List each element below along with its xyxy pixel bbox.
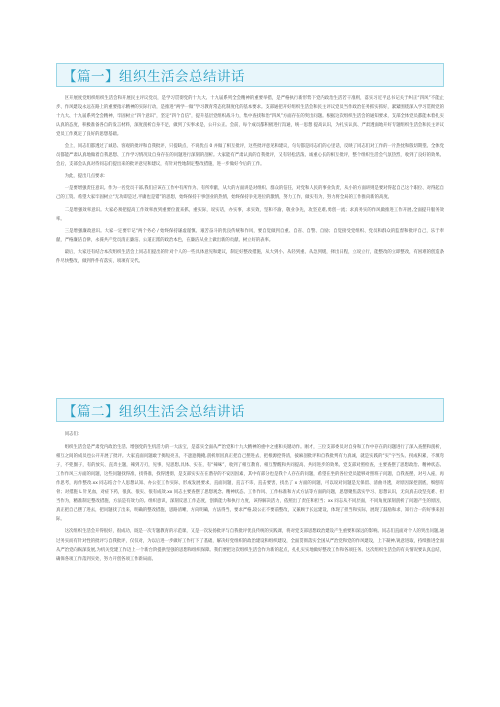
section-one-paragraph-1: 区开展度党组织组织生活会和开展民主评议党员，是学习贯彻党的十九大、十九届系列全会精神的重要举措，是严格执行新形势下党内政治生活若干准则，落实习近平总书记关于纠正“四风”不能止步、作风建设永远在路上的重要指示精神的实际行动，是推进“两学一做”学习教育常态化制度化的基本要求。支部通把开好组织生活会和民主评议党员当作政治任务抓实抓好，紧紧围绕深入学习贯彻党的十九大、十九届系列全会精神，牢固树立“四个意识”，坚定“四个自信”，提升基层党组织战斗力，集中查找和治“四风”方面存在的突出问题。根据这次组织生活会的通知要求，支部全体党员都能本着扎实认真的态度，积极准备各自的发言材料，深度剖析自身不足，做到了实事求是，公开公正。会前，每个成员都积极进行沟通，统一思想 提高认识，为扎实认真、严肃透面地开好专题组织生活会和民主评议党员工作奠定了良好的思想基础。	[56, 96, 444, 138]
section-two-paragraph-2: 这次组织生活会开得很好，很成功，既是一次专题教育的示范课，又是一次发扬批评与自我批评优良传统的实践课，将对党支部思想政治建设产生重要和深远的影响。同志们直面对个人的突出问题,通过务实而有针对性的批评与自我批评，仅仅对，为以后进一步做好工作打下了基础，解决好党组织的政治建设和组织建设，全面贯彻落实全国从严治党和党的作风建设，上下凝神,锐意进取，持续推进全面从严治党向纵深发展,为机关党建工作迈上一个新台阶提供坚强的思想和组织保障。我们要把这次组织生活会作为新的起点，扎扎实实地做好整改工作和各项任务。这次组织生活会的有关情况要认真总结，确保各项工作落到实处，努力开创各项工作新局面。	[56, 529, 444, 562]
section-two-paragraph-1: 组织生活会是严肃党内政治生活、增强党的生机活力的一大法宝，是落实全面从严治党和十九大精神的重中之重和关键动作。刚才，三位支部委员对自身和工作中存在的问题进行了深入查摆和剖析，相互之间的成员也公开开展了批评。大家直面问题敢于揭短亮丑，不遮遮掩掩,剖析原因真正把自己摆进去，把根源挖得清，披麻剖批评和自我批判有力真诚，就是实践的“实”字当头、拐成积累，不填弯子，不兜圈子，有的放矢、直奔主题，辣到刀刃，见事，见思想,具体、实在，有“辣味”，收到了相互教育、相互警醒和共同提高、共同进步的效果。党支部对照检查，主要查摆了思想政治、精神状态、工作作风三方面的问题，这些问题找得准，找得准，找得透彻，是支部实实在在潜存的不安因因素，其中有部分也是我个人存在的问题，希望在坐的各位党员能够对照班子问题，自我查摆，对号入座，再作思考，再作整改.xx 同志结合个人思想认知、办公室工作实际，形成发展要求，直面问题，直言不讳，直击要害，找出了 x 方面的问题，可以说对问题是无保留、清曲寻透，对原因深挖剖底，细刨有骨；对措施 L 针见血，对症下药，很真、很实、很有成效.xx 同志主要查摆了思想观念、精神状态、工作作风、工作标准和方式方法等方面的问题，思想聚焦落实学习、思想认识，无向真击攻坚克难、担当作为，精准制定整改措施，方法是有效力的。组织意识，深刻反思工作态度，创新能力和执行力度，该得解决活力，依照出了责任和担当；xx 同志从不同层面，不同角度深刻剖析了问题产生的原因，真正把自己摆了进去，把问题找了出来，明确的整改措施，思路清晰，方向明确，方法得当，要求严格,较公正不要前整改，又兼顾于长远建设，体现了担当和实际，展现了鼓励和求，知行合一的好事来因际。	[56, 445, 444, 523]
section-one-paragraph-2: 会上，同志们都透过了诚恳、客观的批评和自我批评，只提缺点，不说优点 0 并做了相互批评，这些批评意见和建议，句句都是同志们的心里话，反映了同志们对工作的一片热忱和殷切期望。全体党员都能严肃认真地做着自我思想、工作学习情况及自身存在的问题进行深刻的剖析。大家能有严肃认真的自我批评，又有轻松活泼、诚重心长的相互批评，整个组织生活会气氛热烈，收到了良好的效果。会后，支部会认真对待同志们提出来的批评意见和建议，有针对性地制定整改措施，进一步做好今后的工作。	[56, 144, 444, 168]
section-one-paragraph-4: 一是要增强责任意识。作为一名党员干部,我们应该在工作中有所作为、有所奉献，从大的方面讲是对组织、群众的信任，对党和人民的事业负责，从小的方面讲则是要对得起自己这个职位、对得起自己的工资。希望大家牢固树立“无功即是过,平庸也是错”的思想，始终保持干事创业的热情，始终保持争先进位的激情，努力工作，做实有为，努力将全局的工作推向新的高度。	[56, 186, 444, 201]
section-one-paragraph-6: 三是增强廉政意识。大家一定要牢记“两个务必 / 始终保持谦虚谨慎、艰苦奋斗的优良传统和作风，要自觉做到自重、自省、自警、自励；自觉接受党组织、党员和群众的监督和批评自己，乐于奉献，严格廉洁自律，永葆共产党员清正廉洁、公道正派的政治本色，在廉洁从业上做出新的贡献、树立好的表率。	[56, 228, 444, 243]
section-two-greeting: 同志们：	[64, 432, 83, 437]
section-two-body	[56, 430, 444, 564]
section-one-body	[56, 94, 444, 266]
section-one-paragraph-7: 最后，大家还有结合本次组织生活会上同志们提出的针对个人的一些具体意见和建议，制定好整改措施，从大到小、从轻到重、从急到缓，择出日程，立说立行，能整改的立即整改，有困难的创造条件尽快整改，做到件件有落实，项项有交代。	[56, 249, 444, 264]
section-one-title: 【篇一】组织生活会总结讲话	[56, 63, 444, 87]
section-one-paragraph-5: 二是增强效率意识。大家必须把提高工作效率放到重要位置来抓，重实际，说实话，办实事，求实效，坚和不渝，敬业争先，攻坚克难,勇创一流；求真务实的作风做推进工作开展,全面提升服务效率。	[56, 207, 444, 222]
section-two-title: 【篇二】组织生活会总结讲话	[56, 398, 444, 422]
section-one-paragraph-3: 为此，提出几点要求：	[64, 174, 109, 180]
section-two	[56, 398, 444, 564]
section-one	[56, 63, 444, 266]
